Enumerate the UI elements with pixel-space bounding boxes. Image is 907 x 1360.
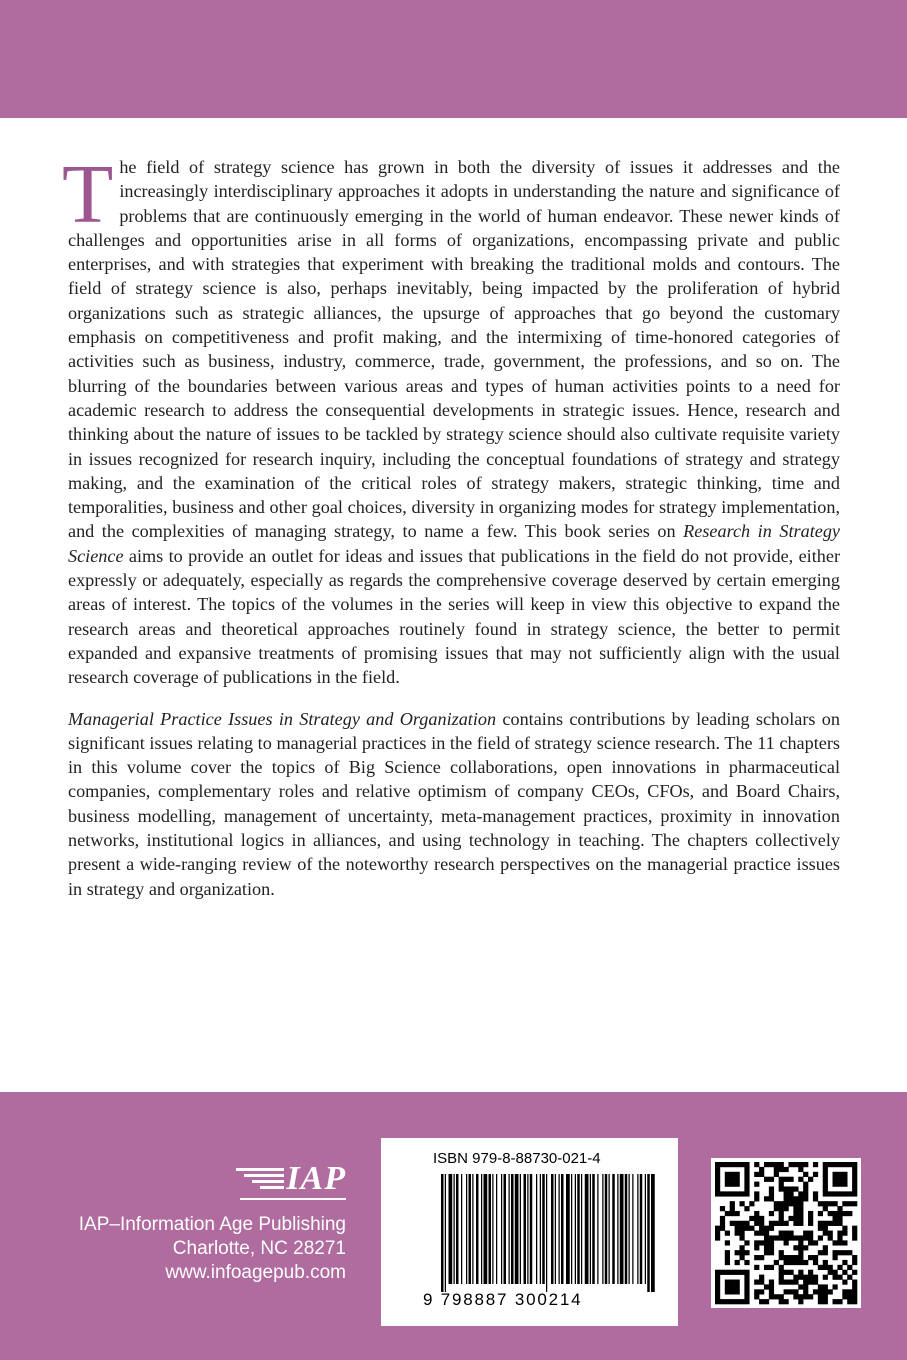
publisher-block <box>40 1158 346 1285</box>
paragraph-2-text: contains contributions by leading scholars on significant issues relating to managerial practices in the field of strategy science research. The 11 chapters in this volume cover the topics of Big Science collaborations, open innovations in pharmaceutical companies, complementary roles and relative optimism of company CEOs, CFOs, and Board Chairs, business modelling, management of uncertainty, meta-management practices, proximity in innovation networks, institutional logics in alliances, and using technology in teaching. The chapters collectively present a wide-ranging review of the noteworthy research perspectives on the managerial practice issues in strategy and organization. <box>68 708 840 899</box>
back-cover-description <box>62 148 840 901</box>
description-paragraph-1 <box>62 148 840 690</box>
book-title: Managerial Practice Issues in Strategy and Organization <box>68 708 497 729</box>
qr-code-icon <box>711 1158 861 1308</box>
logo-text: IAP <box>286 1160 346 1197</box>
isbn-label: ISBN 979-8-88730-021-4 <box>433 1150 601 1167</box>
series-title: Research in Strategy Science <box>68 521 840 566</box>
isbn-barcode <box>381 1138 678 1326</box>
logo-speed-bars-icon <box>236 1168 284 1192</box>
paragraph-1-text: he field of strategy science has grown in both the diversity of issues it addresses and the increasingly interdisciplinary approaches it adopts in understanding the nature and significance of problems that are continuously emerging in the world of human endeavor. These newer kinds of challenges and opportunities arise in all forms of organizations, encompassing private and public enterprises, and with strategies that experiment with breaking the traditional molds and contours. The field of strategy science is also, perhaps inevitably, being impacted by the proliferation of hybrid organizations such as strategic alliances, the upsurge of approaches that go beyond the customary emphasis on competitiveness and profit making, and the intermixing of time-honored categories of activities such as business, industry, commerce, trade, government, the professions, and so on. The blurring of the boundaries between various areas and types of human activities points to a need for academic research to address the consequential developments in strategic issues. Hence, research and thinking about the nature of issues to be tackled by strategy science should also cultivate requisite variety in issues recognized for research inquiry, including the conceptual foundations of strategy and strategy making, and the examination of the critical roles of strategy makers, strategic thinking, time and temporalities, business and other goal choices, diversity in organizing modes for strategy implementation, and the complexities of managing strategy, to name a few. This book series on <box>68 157 840 542</box>
barcode-digits: 9 798887 300214 <box>423 1290 583 1309</box>
description-paragraph-2 <box>68 707 840 901</box>
publisher-name: IAP–Information Age Publishing <box>78 1214 346 1235</box>
iap-logo <box>236 1158 346 1198</box>
drop-cap-letter: T <box>62 148 114 241</box>
publisher-website: www.infoagepub.com <box>165 1262 346 1283</box>
top-color-band <box>0 0 907 118</box>
paragraph-1-text-continued: aims to provide an outlet for ideas and issues that publications in the field do not provide, either expressly or adequately, especially as regards the comprehensive coverage deserved by certain emerging areas of interest. The topics of the volumes in the series will keep in view this objective to expand the research areas and theoretical approaches routinely found in strategy science, the better to permit expanded and expansive treatments of promising issues that may not sufficiently align with the usual research coverage of publications in the field. <box>68 545 840 688</box>
publisher-location: Charlotte, NC 28271 <box>172 1238 346 1259</box>
